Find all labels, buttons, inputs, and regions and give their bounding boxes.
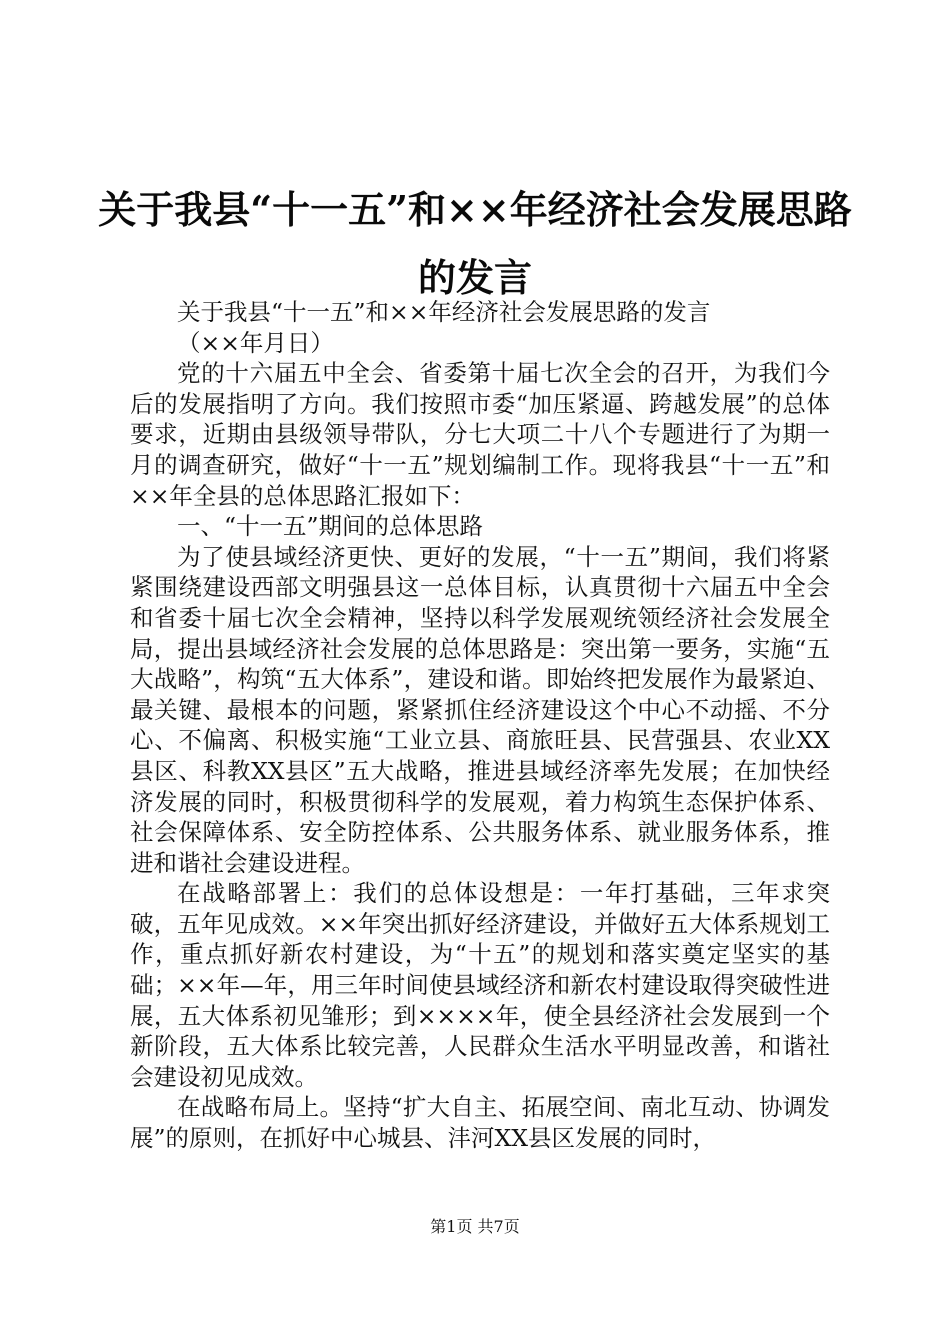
section-heading: 一、“十一五”期间的总体思路 [177, 512, 484, 541]
document-body [130, 297, 830, 1154]
page-footer: 第1页 共7页 [430, 1217, 520, 1236]
paragraph-intro: 党的十六届五中全会、省委第十届七次全会的召开，为我们今后的发展指明了方向。我们按照市委“加压紧逼、跨越发展”的总体要求，近期由县级领导带队，分七大项二十八个专题进行了为期一月的调查研究，做好“十一五”规划编制工作。现将我县“十一五”和××年全县的总体思路汇报如下： [130, 359, 830, 510]
paragraph-strategic-layout: 在战略布局上。坚持“扩大自主、拓展空间、南北互动、协调发展”的原则，在抓好中心城县、沣河XX县区发展的同时， [130, 1093, 830, 1153]
document-title: 关于我县“十一五”和××年经济社会发展思路的发言 [98, 187, 852, 300]
date-line: （××年月日） [177, 328, 334, 357]
subtitle-line: 关于我县“十一五”和××年经济社会发展思路的发言 [177, 298, 711, 326]
paragraph-strategic-deployment: 在战略部署上：我们的总体设想是：一年打基础，三年求突破，五年见成效。××年突出抓好经济建设，并做好五大体系规划工作，重点抓好新农村建设，为“十五”的规划和落实奠定坚实的基础；××年—年，用三年时间使县域经济和新农村建设取得突破性进展，五大体系初见雏形；到××××年，使全县经济社会发展到一个新阶段，五大体系比较完善，人民群众生活水平明显改善，和谐社会建设初见成效。 [130, 879, 830, 1091]
paragraph-overall-approach: 为了使县域经济更快、更好的发展，“十一五”期间，我们将紧紧围绕建设西部文明强县这一总体目标，认真贯彻十六届五中全会和省委十届七次全会精神，坚持以科学发展观统领经济社会发展全局，提出县域经济社会发展的总体思路是：突出第一要务，实施“五大战略”，构筑“五大体系”，建设和谐。即始终把发展作为最紧迫、最关键、最根本的问题，紧紧抓住经济建设这个中心不动摇、不分心、不偏离、积极实施“工业立县、商旅旺县、民营强县、农业XX县区、科教XX县区”五大战略，推进县域经济率先发展；在加快经济发展的同时，积极贯彻科学的发展观，着力构筑生态保护体系、社会保障体系、安全防控体系、公共服务体系、就业服务体系，推进和谐社会建设进程。 [130, 542, 830, 877]
